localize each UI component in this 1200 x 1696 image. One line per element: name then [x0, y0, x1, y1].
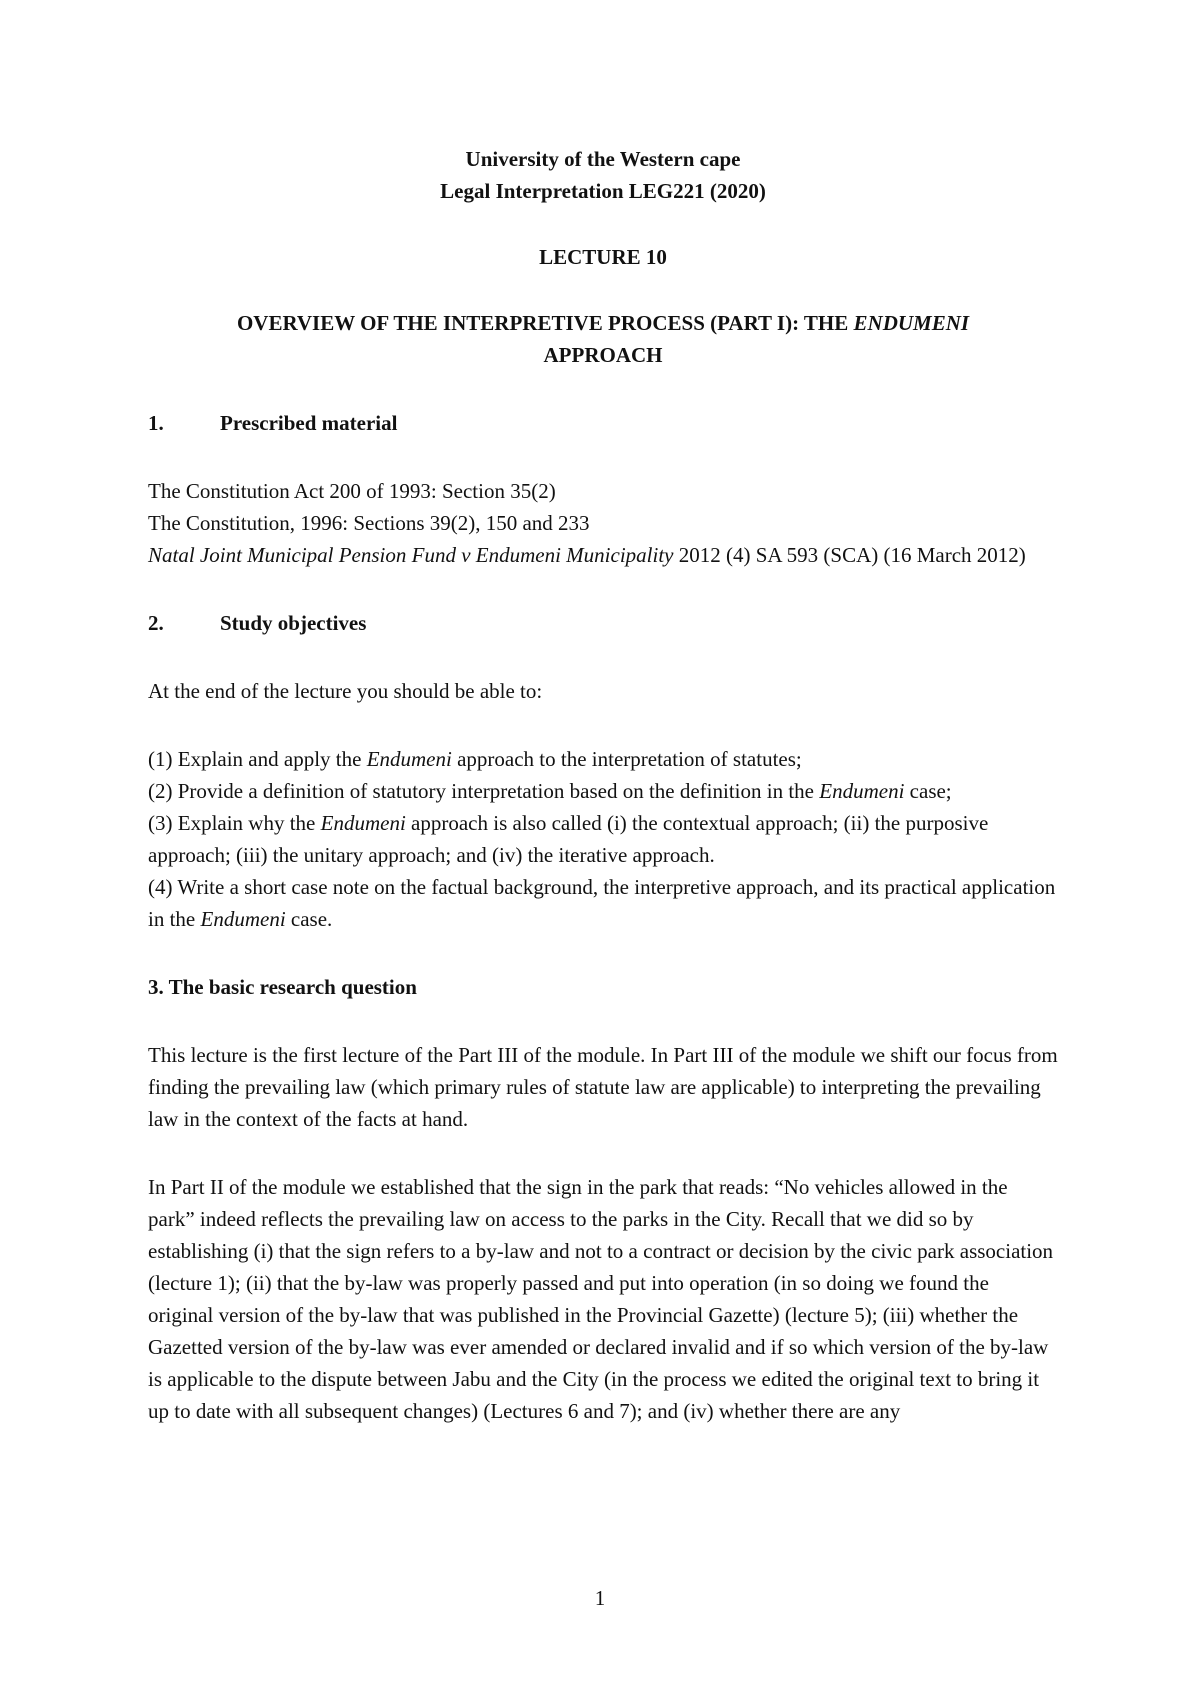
case-citation: 2012 (4) SA 593 (SCA) (16 March 2012)	[673, 543, 1026, 567]
section-3-heading: 3. The basic research question	[148, 975, 417, 999]
objective-item: (4) Write a short case note on the factual background, the interpretive approach, and its practical application in the Endumeni case.	[148, 875, 1056, 931]
section-3-paragraph-1: This lecture is the first lecture of the Part III of the module. In Part III of the module we shift our focus from finding the prevailing law (which primary rules of statute law are applicable) to interpreting the prevailing law in the context of the facts at hand.	[148, 1043, 1058, 1131]
section-1-heading	[148, 407, 1058, 439]
lecture-title-italic: ENDUMENI	[853, 311, 970, 335]
material-item: The Constitution, 1996: Sections 39(2), 150 and 233	[148, 511, 590, 535]
section-3-paragraph-2: In Part II of the module we established that the sign in the park that reads: “No vehicles allowed in the park” indeed reflects the prevailing law on access to the parks in the City. Recall that we did so by establishing (i) that the sign refers to a by-law and not to a contract or decision by the civic park association (lecture 1); (ii) that the by-law was properly passed and put into operation (in so doing we found the original version of the by-law that was published in the Provincial Gazette) (lecture 5); (iii) whether the Gazetted version of the by-law was ever amended or declared invalid and if so which version of the by-law is applicable to the dispute between Jabu and the City (in the process we edited the original text to bring it up to date with all subsequent changes) (Lectures 6 and 7); and (iv) whether there are any	[148, 1175, 1054, 1423]
objective-item: (2) Provide a definition of statutory interpretation based on the definition in the Endumeni case;	[148, 779, 952, 803]
material-item	[148, 539, 1058, 571]
lecture-title-end: APPROACH	[543, 343, 663, 367]
section-1-number: 1.	[148, 411, 164, 435]
lecture-title-text: OVERVIEW OF THE INTERPRETIVE PROCESS (PART I): THE	[236, 311, 854, 335]
material-item: The Constitution Act 200 of 1993: Section 35(2)	[148, 479, 556, 503]
document-body	[148, 143, 1058, 1427]
page-number: 1	[594, 1586, 606, 1610]
section-2-heading	[148, 607, 1058, 639]
lecture-number: LECTURE 10	[539, 245, 667, 269]
institution-title: University of the Western cape	[465, 147, 741, 171]
section-2-title: Study objectives	[220, 611, 367, 635]
objectives-intro: At the end of the lecture you should be able to:	[148, 679, 543, 703]
section-1-title: Prescribed material	[220, 411, 398, 435]
course-title: Legal Interpretation LEG221 (2020)	[440, 179, 766, 203]
objectives-list	[148, 743, 1058, 935]
prescribed-material-list	[148, 475, 1058, 571]
case-name: Natal Joint Municipal Pension Fund v Endumeni Municipality	[148, 543, 674, 567]
objective-item: (1) Explain and apply the Endumeni approach to the interpretation of statutes;	[148, 747, 802, 771]
lecture-title	[148, 307, 1058, 371]
section-2-number: 2.	[148, 611, 164, 635]
objective-item: (3) Explain why the Endumeni approach is also called (i) the contextual approach; (ii) the purposive approach; (iii) the unitary approach; and (iv) the iterative approach.	[148, 811, 989, 867]
